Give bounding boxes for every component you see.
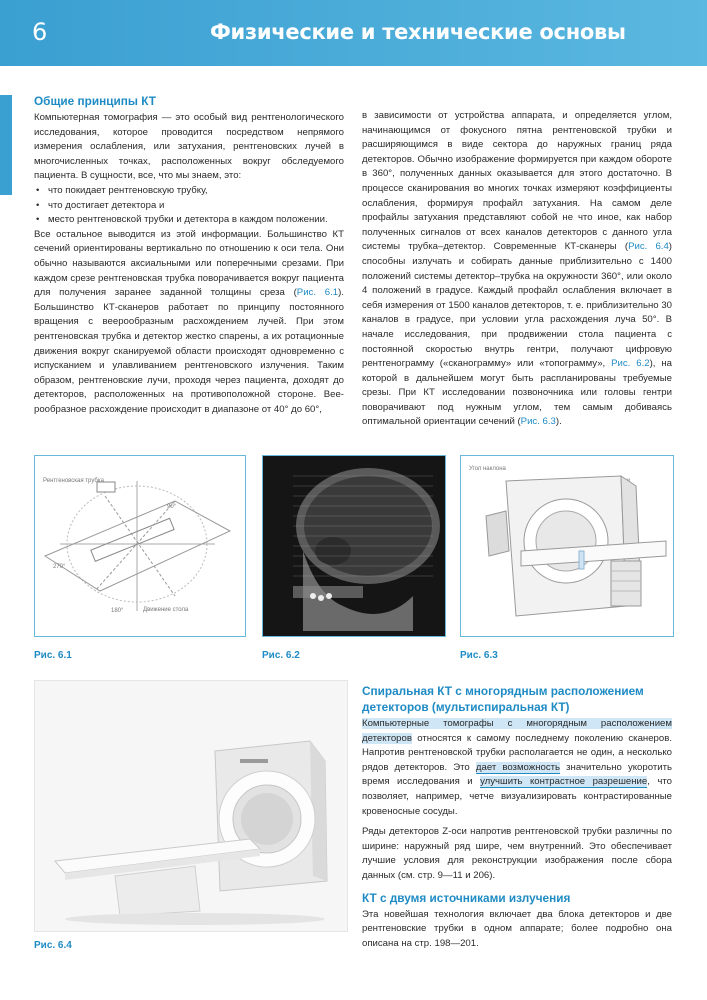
page-header — [0, 0, 707, 66]
body-text: ) способны излучать и собирать данные приблизительно с 1400 положений системы детектор–трубка на окружности 360°, или около 4 положений в градусе. Каждый профайл ослабления включает в себя измерения от 1500 каналов детекторов, т. е. приблизительно 30 каналов в градусе, при условии угла расхождения луча 50°. В начале исследования, при продвижении стола пациента с постоянной скоростью внутрь гентри, получают цифровую рентгенограмму («сканограмму» или «топограмму», — [362, 241, 672, 370]
label-tube: Рентгеновская трубка — [43, 478, 104, 484]
body-paragraph — [34, 228, 344, 418]
figure-6-2-scanogram — [262, 455, 446, 637]
bullet-item: • что покидает рентгеновскую трубку, — [34, 184, 344, 199]
body-text: ), на которой в дальнейшем могут быть распланированы требуемые срезы. При КТ исследовании позвоночника или головы гентри поворачивают под нужным углом, тем самым добиваясь оптимальной ориентации сечений ( — [362, 358, 672, 428]
label-table-motion: Движение стола — [143, 607, 189, 613]
body-text: Все остальное выводится из этой информации. Большинство КТ сечений ориентированы вертикально по отношению к оси тела. Они обычно называются аксиальными или поперечными срезами. При каждом срезе рентгеновская трубка поворачивается вокруг пациента для получения заранее заданной толщины среза ( — [34, 228, 344, 299]
multislice-paragraph-2: Ряды детекторов Z-оси напротив рентгеновской трубки различны по ширине: наружный ряд шире, чем внутренний. Это обеспечивает лучшие условия для реконструкции изображения после сбора данных (см. стр. 9—11 и 206). — [362, 826, 672, 881]
body-paragraph — [362, 109, 672, 430]
figure-ref-link[interactable]: Рис. 6.4 — [628, 241, 669, 253]
chapter-title: Физические и технические основы — [210, 20, 626, 44]
side-accent-bar — [0, 95, 12, 195]
label-tilt-angle: Угол наклона — [469, 466, 506, 472]
body-text: значительно укоротить время исследования и — [362, 761, 672, 788]
bullet-list — [34, 184, 344, 228]
section-heading-general: Общие принципы КТ — [34, 94, 156, 108]
figure-6-4-ct-scanner-photo — [34, 680, 348, 932]
body-text: ). Большинство КТ-сканеров работает по принципу постоянного вращения с веерообразным расхождением лучей. При этом рентгеновская трубка и детектор жестко спарены, а их ротационные движения вокруг сканируемой области происходят одновременно с испусканием и улавливанием рентгеновского излучения. Таким образом, рентгеновские лучи, проходя через пациента, доходят до детекторов, расположенных на противоположной стороне. Веерообразное расхождение происходит в диапазоне от 40° до 60°, — [34, 287, 344, 415]
figure-caption: Рис. 6.3 — [460, 650, 498, 661]
tilted-gantry-illustration — [461, 456, 673, 636]
figure-caption: Рис. 6.4 — [34, 940, 72, 951]
figure-6-3-gantry — [460, 455, 674, 637]
multislice-paragraph-1 — [362, 717, 672, 819]
page-number: 6 — [32, 18, 48, 46]
bullet-item: • место рентгеновской трубки и детектора в каждом положении. — [34, 213, 344, 228]
section-heading-multislice-2: детекторов (мультиспиральная КТ) — [362, 700, 570, 714]
bullet-item: • что достигает детектора и — [34, 199, 344, 214]
left-column — [34, 93, 344, 417]
label-180: 180° — [111, 608, 124, 614]
highlighted-text: улучшить контрастное разрешение — [480, 776, 648, 788]
section-heading-dual-source: КТ с двумя источниками излучения — [362, 890, 571, 905]
body-text: , что позволяет, например, четче визуализировать контрастированные кровеносные сосуды. — [362, 776, 672, 817]
dual-source-paragraph: Эта новейшая технология включает два блока детекторов и две рентгеновские трубки в одном аппарате; более подробно она описана на стр. 198—201. — [362, 908, 672, 949]
skull-topogram-image — [263, 456, 445, 636]
body-text: в зависимости от устройства аппарата, и определяется углом, начинающимся от фокусного пятна рентгеновской трубки и расширяющимся в виде сектора до наружных границ ряда детекторов. Обычно изображение формируется при каждом обороте в 360°, полученных данных оказывается для этого достаточно. В процессе сканирования во многих точках измеряют коэффициенты ослабления, формируя профайл затухания. На самом деле профайлы затухания представляют собой не что иное, как набор полученных сигналов от всех каналов детекторов с данного угла системы трубка–детектор. Современные КТ-сканеры ( — [362, 110, 672, 253]
figure-ref-link[interactable]: Рис. 6.2 — [611, 358, 650, 370]
ct-rotation-diagram — [35, 456, 245, 636]
body-text: относятся к самому последнему поколению сканеров. Напротив рентгеновской трубки располагается не один, а несколько рядов детекторов. Это — [362, 732, 672, 773]
highlighted-text: дает возможность — [475, 761, 561, 773]
figure-caption: Рис. 6.1 — [34, 650, 72, 661]
ct-scanner-photo — [35, 681, 347, 931]
section-heading-multislice-1: Спиральная КТ с многорядным расположением — [362, 684, 644, 698]
right-column — [362, 109, 672, 430]
right-bottom-column — [362, 683, 672, 951]
figure-ref-link[interactable]: Рис. 6.3 — [520, 416, 556, 428]
intro-paragraph: Компьютерная томография — это особый вид рентгенологического исследования, которое проводится посредством непрямого измерения ослабления, или затухания, рентгеновских лучей в многочисленных точках, расположенных вокруг обследуемого пациента. В сущности, все, что мы знаем, это: — [34, 112, 344, 182]
label-90: 90° — [167, 504, 177, 510]
figure-caption: Рис. 6.2 — [262, 650, 300, 661]
highlighted-text: Компьютерные томографы с многорядным расположением детекторов — [362, 718, 672, 744]
body-text: ). — [555, 416, 562, 428]
figure-ref-link[interactable]: Рис. 6.1 — [296, 287, 339, 299]
figure-6-1-diagram — [34, 455, 246, 637]
label-270: 270° — [53, 564, 66, 570]
